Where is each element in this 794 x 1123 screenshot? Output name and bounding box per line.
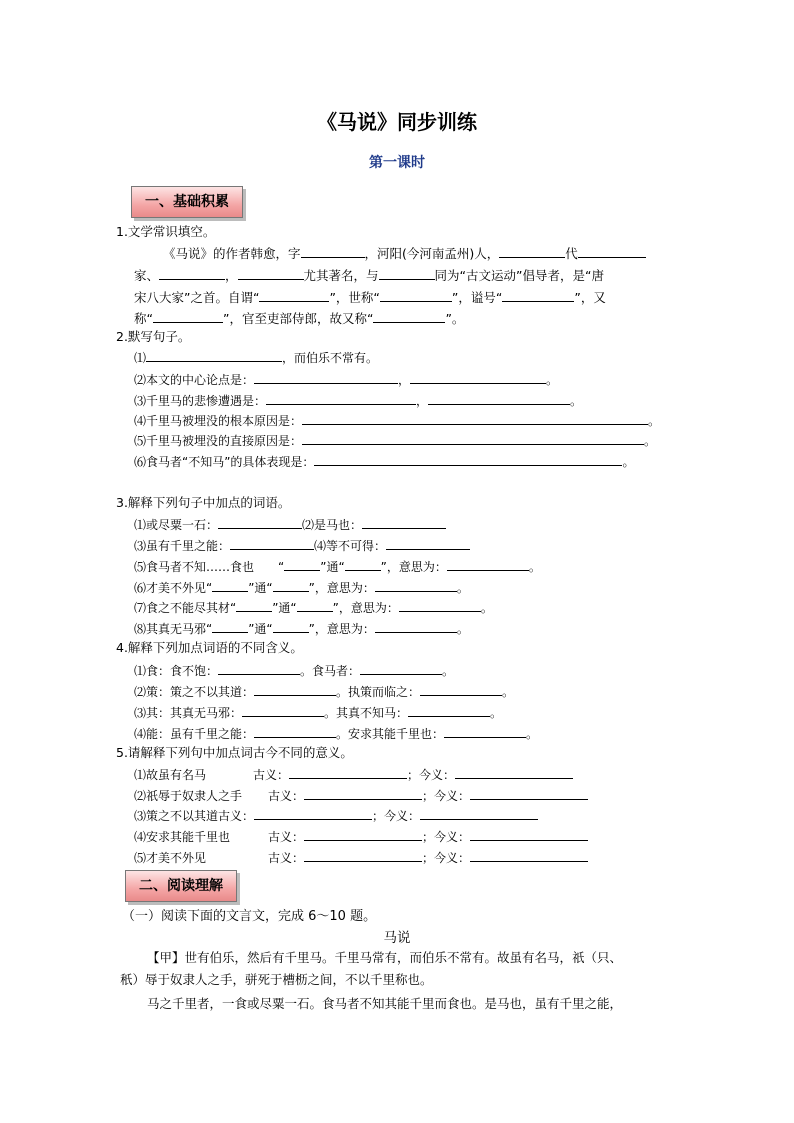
blank-field[interactable] [284,557,320,571]
q5-item-5: ⑸才美不外见 古义： ；今义： [134,848,588,867]
blank-field[interactable] [242,703,324,717]
q2-heading: 2.默写句子。 [116,329,191,344]
q3-item-3-4: ⑶虽有千里之能： ⑷等不可得： [134,536,470,555]
blank-field[interactable] [146,348,282,362]
blank-field[interactable] [360,661,442,675]
q3-item-1-2: ⑴或尽粟一石： ⑵是马也： [134,515,446,534]
blank-field[interactable] [499,244,565,258]
blank-field[interactable] [153,309,223,323]
blank-field[interactable] [314,452,622,466]
blank-field[interactable] [302,431,644,445]
blank-field[interactable] [301,244,365,258]
q3-item-5: ⑸食马者不知……食也 “ ”通“ ”，意思为： 。 [134,557,541,576]
page-title: 《马说》同步训练 [317,110,477,134]
blank-field[interactable] [399,598,481,612]
blank-field[interactable] [375,619,457,633]
blank-field[interactable] [212,578,248,592]
blank-field[interactable] [302,411,648,425]
blank-field[interactable] [212,619,248,633]
q1-heading: 1.文学常识填空。 [116,224,216,239]
blank-field[interactable] [578,244,646,258]
q3-item-7: ⑺食之不能尽其材“ ”通“ ”，意思为： 。 [134,598,493,617]
blank-field[interactable] [218,515,302,529]
blank-field[interactable] [408,703,490,717]
blank-field[interactable] [470,786,588,800]
section-header-basics: 一、基础积累 [131,186,243,218]
blank-field[interactable] [455,765,573,779]
blank-field[interactable] [375,578,457,592]
blank-field[interactable] [379,266,435,280]
blank-field[interactable] [444,724,526,738]
q3-item-8: ⑻其真无马邪“ ”通“ ”，意思为： 。 [134,619,469,638]
passage-paragraph-1b: 秖）辱于奴隶人之手，骈死于槽枥之间，不以千里称也。 [120,972,433,987]
q2-item-5: ⑸千里马被埋没的直接原因是： 。 [134,431,656,450]
q4-item-4: ⑷能：虽有千里之能： 。安求其能千里也： 。 [134,724,538,743]
blank-field[interactable] [254,682,336,696]
q1-line-3: 宋八大家”之首。自谓“ ”，世称“ ”，谥号“ ”，又 [134,290,606,305]
q1-line-4: 称“ ”，官至吏部侍郎，故又称“ ”。 [134,311,465,326]
q3-item-6: ⑹才美不外见“ ”通“ ”，意思为： 。 [134,578,469,597]
blank-field[interactable] [273,619,309,633]
blank-field[interactable] [373,309,445,323]
passage-paragraph-2: 马之千里者，一食或尽粟一石。食马者不知其能千里而食也。是马也，虽有千里之能， [147,996,623,1011]
q5-item-2: ⑵祇辱于奴隶人之手 古义： ；今义： [134,786,588,805]
blank-field[interactable] [304,848,422,862]
blank-field[interactable] [380,288,452,302]
q4-item-3: ⑶其：其真无马邪： 。其真不知马： 。 [134,703,502,722]
blank-field[interactable] [230,536,314,550]
blank-field[interactable] [218,661,300,675]
reading-instruction: （一）阅读下面的文言文，完成 6～10 题。 [122,909,377,924]
blank-field[interactable] [259,288,329,302]
blank-field[interactable] [238,266,304,280]
q5-heading: 5.请解释下列句中加点词古今不同的意义。 [116,745,353,760]
passage-paragraph-1a: 【甲】世有伯乐，然后有千里马。千里马常有，而伯乐不常有。故虽有名马，祇（只、 [147,950,623,965]
q4-item-2: ⑵策：策之不以其道： 。执策而临之： 。 [134,682,514,701]
blank-field[interactable] [447,557,529,571]
blank-field[interactable] [304,827,422,841]
blank-field[interactable] [254,806,372,820]
blank-field[interactable] [470,848,588,862]
q4-heading: 4.解释下列加点词语的不同含义。 [116,640,303,655]
q2-item-6: ⑹食马者“不知马”的具体表现是： 。 [134,452,634,471]
blank-field[interactable] [297,598,333,612]
blank-field[interactable] [428,391,570,405]
blank-field[interactable] [470,827,588,841]
q4-item-1: ⑴食：食不饱： 。食马者： 。 [134,661,454,680]
blank-field[interactable] [420,806,538,820]
blank-field[interactable] [386,536,470,550]
blank-field[interactable] [410,370,546,384]
q5-item-4: ⑷安求其能千里也 古义： ；今义： [134,827,588,846]
blank-field[interactable] [289,765,407,779]
q2-item-1: ⑴ ，而伯乐不常有。 [134,348,378,367]
blank-field[interactable] [362,515,446,529]
blank-field[interactable] [502,288,574,302]
q2-item-4: ⑷千里马被埋没的根本原因是： 。 [134,411,660,430]
q2-item-2: ⑵本文的中心论点是： ， 。 [134,370,558,389]
q5-item-3: ⑶策之不以其道古义： ；今义： [134,806,538,825]
q5-item-1: ⑴故虽有名马 古义： ；今义： [134,765,573,784]
blank-field[interactable] [254,724,336,738]
section-header-reading: 二、阅读理解 [125,870,237,902]
blank-field[interactable] [254,370,398,384]
q2-item-3: ⑶千里马的悲惨遭遇是： ， 。 [134,391,582,410]
blank-field[interactable] [236,598,272,612]
blank-field[interactable] [159,266,225,280]
q1-line-1: 《马说》的作者韩愈，字 ，河阳(今河南孟州)人， 代 [163,244,646,263]
passage-title: 马说 [383,930,411,946]
q1-line-2: 家、 ， 尤其著名，与 同为“古文运动”倡导者，是“唐 [134,268,604,283]
page-subtitle: 第一课时 [369,155,425,171]
blank-field[interactable] [273,578,309,592]
blank-field[interactable] [345,557,381,571]
blank-field[interactable] [304,786,422,800]
blank-field[interactable] [420,682,502,696]
q3-heading: 3.解释下列句子中加点的词语。 [116,495,291,510]
blank-field[interactable] [266,391,416,405]
